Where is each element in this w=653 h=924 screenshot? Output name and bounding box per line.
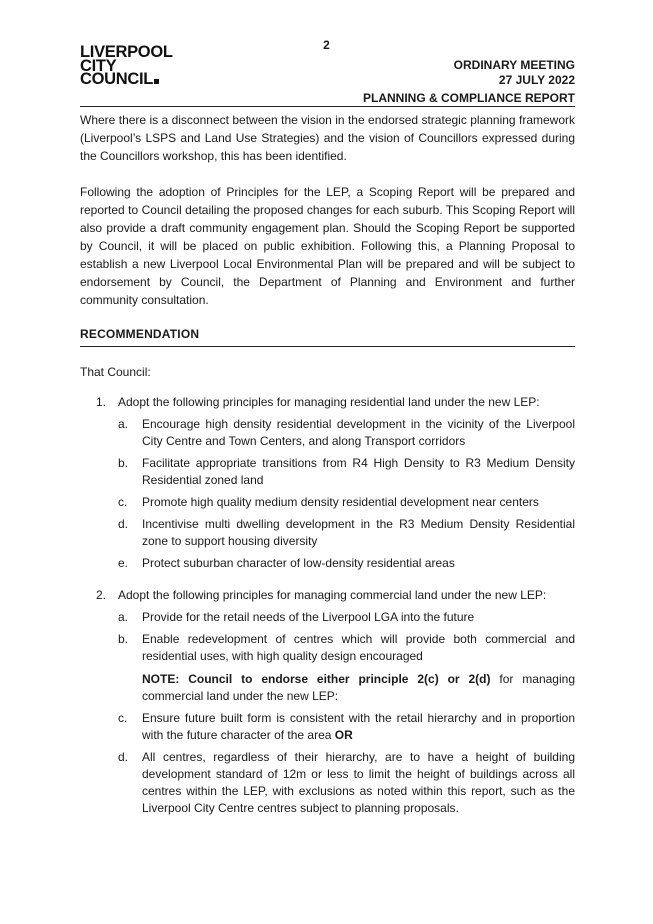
recommendation-item-2 <box>80 586 575 817</box>
recommendation-intro: That Council: <box>80 365 151 379</box>
meeting-date: 27 JULY 2022 <box>498 73 575 87</box>
document-body <box>80 111 575 817</box>
logo-line-1: LIVERPOOL <box>80 43 173 61</box>
item-text: Adopt the following principles for managing commercial land under the new LEP: <box>118 588 547 602</box>
logo-line-3: COUNCIL <box>80 73 173 87</box>
page-number: 2 <box>323 38 330 52</box>
residential-principles-list <box>118 416 575 572</box>
logo-line-2: CITY <box>80 56 117 75</box>
paragraph-scoping-report: Following the adoption of Principles for the LEP, a Scoping Report will be prepared and reported to Council detailing the proposed changes for each suburb. This Scoping Report will also provide a draft community engagement plan. Should the Scoping Report be supported by Council, it will be placed on public exhibition. Following this, a Planning Proposal to establish a new Liverpool Local Environmental Plan will be prepared and will be subject to endorsement by Council, the Department of Planning and Environment and further community consultation. <box>80 185 575 307</box>
list-item: b. Enable redevelopment of centres which will provide both commercial and residential uses, with high quality design encouraged <box>118 632 575 663</box>
report-title: PLANNING & COMPLIANCE REPORT <box>362 91 575 105</box>
recommendation-item-1 <box>80 393 575 572</box>
list-item: d. Incentivise multi dwelling development in the R3 Medium Density Residential zone to support housing diversity <box>118 517 575 548</box>
item-text: Adopt the following principles for managing residential land under the new LEP: <box>118 395 540 409</box>
list-item: e. Protect suburban character of low-density residential areas <box>118 556 455 570</box>
endorsement-note: NOTE: Council to endorse either principle 2(c) or 2(d) for managing commercial land under the new LEP: <box>142 672 575 703</box>
list-item: c. Promote high quality medium density residential development near centers <box>118 495 539 509</box>
list-item: b. Facilitate appropriate transitions from R4 High Density to R3 Medium Density Residential zoned land <box>118 456 575 487</box>
or-label: OR <box>334 728 353 742</box>
list-item: a. Provide for the retail needs of the Liverpool LGA into the future <box>118 610 475 624</box>
logo-dot-icon <box>154 79 159 84</box>
list-item: d. All centres, regardless of their hierarchy, are to have a height of building development standard of 12m or less to limit the height of buildings across all centres within the LEP, with exclusions as noted within this report, such as the Liverpool City Centre centres subject to planning proposals. <box>118 750 575 815</box>
header-divider <box>80 106 575 107</box>
list-item: a. Encourage high density residential development in the vicinity of the Liverpool City Centre and Town Centers, and along Transport corridors <box>118 417 575 448</box>
recommendation-heading: RECOMMENDATION <box>80 327 575 347</box>
council-logo <box>80 43 173 88</box>
commercial-principles-list <box>118 609 575 665</box>
meeting-info <box>454 58 575 88</box>
commercial-options-list <box>118 710 575 817</box>
paragraph-disconnect: Where there is a disconnect between the vision in the endorsed strategic planning framework (Liverpool’s LSPS and Land Use Strategies) and the vision of Councillors expressed during the Councillors workshop, this has been identified. <box>80 113 575 163</box>
item-number: 1. <box>96 395 107 409</box>
item-number: 2. <box>96 588 107 602</box>
meeting-type: ORDINARY MEETING <box>453 58 575 72</box>
list-item: c. Ensure future built form is consistent with the retail hierarchy and in proportion with the future character of the area OR <box>118 711 575 742</box>
